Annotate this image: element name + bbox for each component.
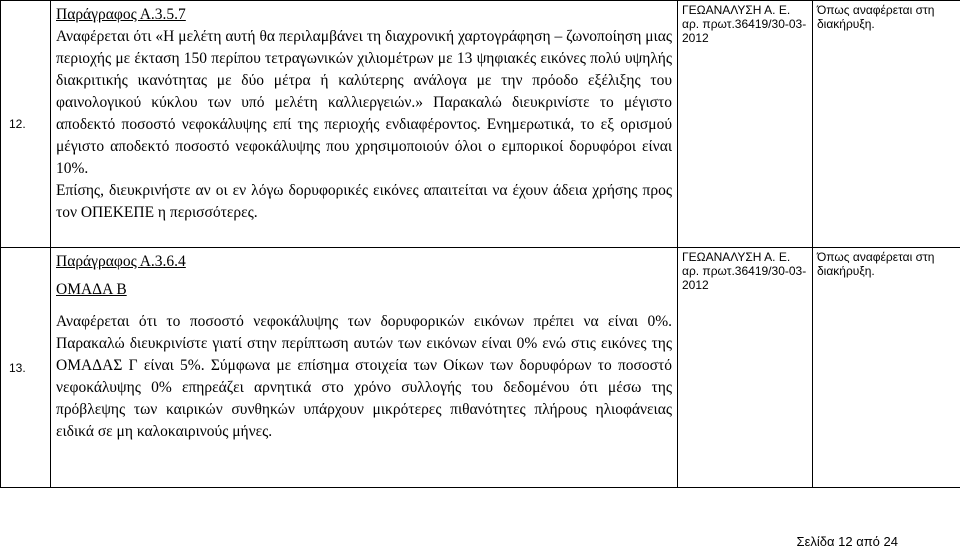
question-text: Επίσης, διευκρινήστε αν οι εν λόγω δορυφορικές εικόνες απαιτείται να έχουν άδεια χρήσης προς τον ΟΠΕΚΕΠΕ η περισσότερες. <box>56 180 672 224</box>
table-row <box>1 1 960 248</box>
question-cell <box>51 248 678 488</box>
table-row <box>1 248 960 488</box>
response-cell: Όπως αναφέρεται στη διακήρυξη. <box>813 248 960 488</box>
question-text: Αναφέρεται ότι «Η μελέτη αυτή θα περιλαμβάνει τη διαχρονική χαρτογράφηση – ζωνοποίηση μιας περιοχής με έκταση 150 περίπου τετραγωνικών χιλιομέτρων με 13 ψηφιακές εικόνες πολύ υψηλής διακριτικής ικανότητας με δύο μέτρα ή καλύτερης ανάλογα με την πρόοδο εξέλιξης του φαινολογικού κύκλου των υπό μελέτη καλλιεργειών.» Παρακαλώ διευκρινίστε το μέγιστο αποδεκτό ποσοστό νεφοκάλυψης επί της περιοχής ενδιαφέροντος. Ενημερωτικά, το εξ ορισμού μέγιστο αποδεκτό ποσοστό νεφοκάλυψης που χρησιμοποιούν όλοι ο εμπορικοί δορυφόροι είναι 10%. <box>56 26 672 180</box>
row-number: 13. <box>1 248 51 488</box>
page-number: Σελίδα 12 από 24 <box>797 534 898 549</box>
question-text: Αναφέρεται ότι το ποσοστό νεφοκάλυψης των δορυφορικών εικόνων πρέπει να είναι 0%. Παρακαλώ διευκρινίστε γιατί στην περίπτωση αυτών των εικόνων είναι 0% ενώ στις εικόνες της ΟΜΑΔΑΣ Γ είναι 5%. Σύμφωνα με επίσημα στοιχεία των Οίκων των δορυφόρων το ποσοστό νεφοκάλυψης 0% επηρεάζει αρνητικά στο χρόνο συλλογής του δεδομένου ότι μέσω της πρόβλεψης των καιρικών συνθηκών υπάρχουν μικρότερες πιθανότητες πλήρους ηλιοφάνειας ειδικά σε μη καλοκαιρινούς μήνες. <box>56 311 672 443</box>
source-cell: ΓΕΩΑΝΑΛΥΣΗ Α. Ε. αρ. πρωτ.36419/30-03-2012 <box>678 1 813 248</box>
source-cell: ΓΕΩΑΝΑΛΥΣΗ Α. Ε. αρ. πρωτ.36419/30-03-2012 <box>678 248 813 488</box>
paragraph-heading: Παράγραφος Α.3.5.7 <box>56 4 672 26</box>
response-cell: Όπως αναφέρεται στη διακήρυξη. <box>813 1 960 248</box>
row-number: 12. <box>1 1 51 248</box>
paragraph-heading: Παράγραφος Α.3.6.4 <box>56 251 672 273</box>
question-cell <box>51 1 678 248</box>
group-heading: ΟΜΑΔΑ Β <box>56 279 672 301</box>
